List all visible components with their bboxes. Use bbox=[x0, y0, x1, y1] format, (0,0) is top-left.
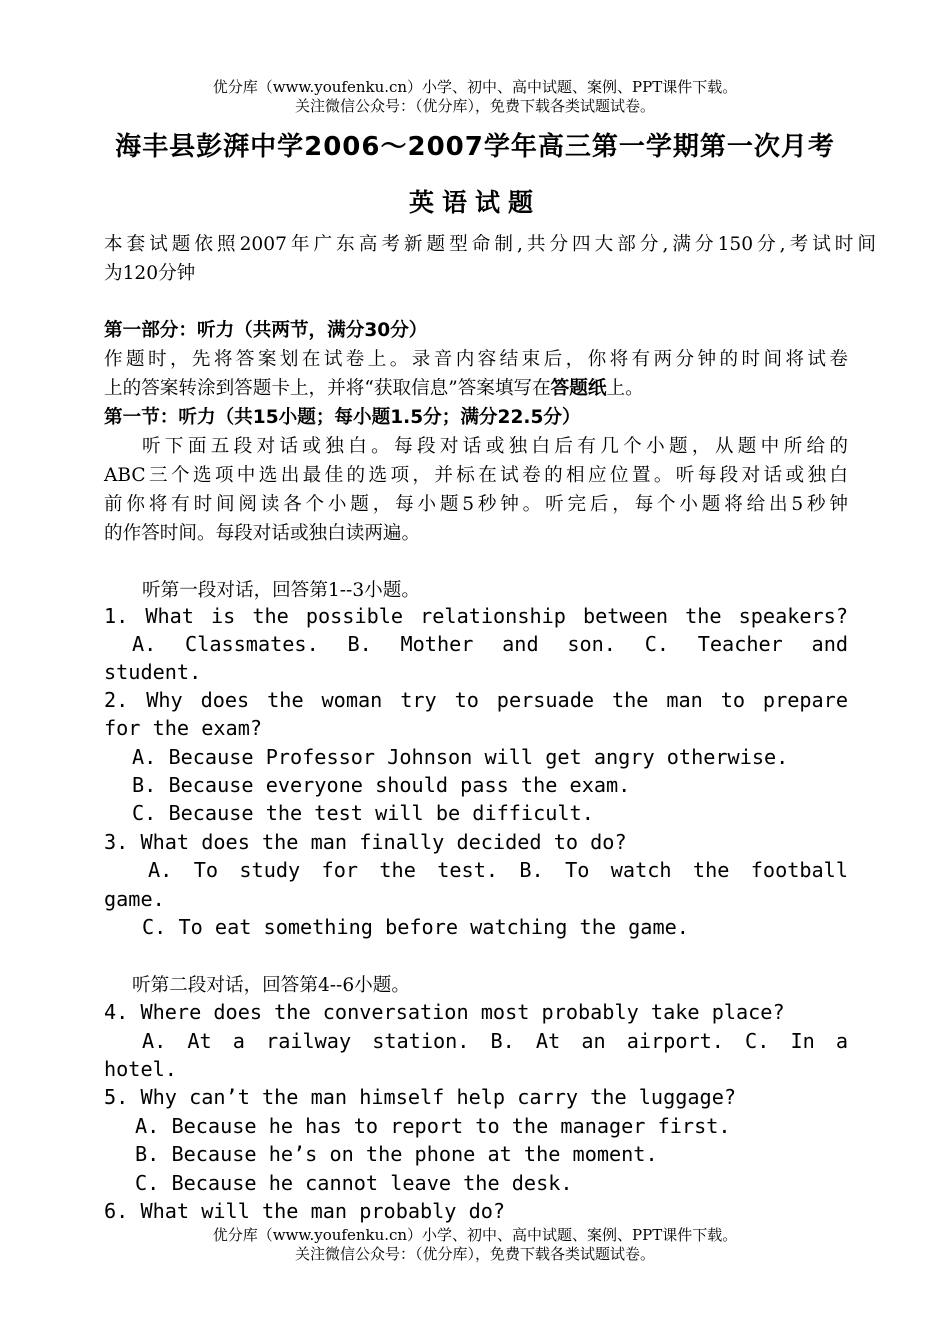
question-4-stem: 4. Where does the conversation most probably take place? bbox=[104, 1000, 785, 1024]
question-4-options-cont: hotel. bbox=[104, 1057, 177, 1081]
question-5-option-b: B. Because he’s on the phone at the moment. bbox=[135, 1142, 658, 1166]
question-1-options: A. Classmates. B. Mother and son. C. Teacher and bbox=[132, 632, 848, 656]
section1-instruction-line-4: 的作答时间。每段对话或独白读两遍。 bbox=[104, 523, 421, 544]
header-line-1: 优分库（www.youfenku.cn）小学、初中、高中试题、案例、PPT课件下载。 bbox=[212, 78, 738, 96]
part1-desc-end: 上。 bbox=[606, 378, 644, 399]
section1-instruction-line-2: ABC三个选项中选出最佳的选项，并标在试卷的相应位置。听每段对话或独白 bbox=[104, 465, 848, 486]
header-line-2: 关注微信公众号：（优分库），免费下载各类试题试卷。 bbox=[294, 97, 655, 115]
intro-line-1: 本套试题依照2007年广东高考新题型命制,共分四大部分,满分150分,考试时间 bbox=[104, 234, 876, 255]
question-3-options: A. To study for the test. B. To watch the football bbox=[148, 858, 848, 882]
question-4-options: A. At a railway station. B. At an airport. C. In a bbox=[142, 1029, 848, 1053]
question-3-options-cont: game. bbox=[104, 887, 165, 911]
question-2-stem: 2. Why does the woman try to persuade the man to prepare bbox=[104, 688, 848, 712]
question-3-option-c: C. To eat something before watching the game. bbox=[142, 915, 689, 939]
question-6-stem: 6. What will the man probably do? bbox=[104, 1199, 506, 1223]
question-3-stem: 3. What does the man finally decided to do? bbox=[104, 830, 627, 854]
dialogue1-intro: 听第一段对话，回答第1--3小题。 bbox=[142, 580, 420, 601]
question-5-option-a: A. Because he has to report to the manager first. bbox=[135, 1114, 731, 1138]
question-5-stem: 5. Why can’t the man himself help carry the luggage? bbox=[104, 1085, 737, 1109]
question-2-option-b: B. Because everyone should pass the exam. bbox=[132, 773, 631, 797]
exam-title: 海丰县彭湃中学2006～2007学年高三第一学期第一次月考 bbox=[115, 132, 835, 162]
part1-desc-line-1: 作题时，先将答案划在试卷上。录音内容结束后，你将有两分钟的时间将试卷 bbox=[104, 349, 848, 370]
dialogue2-intro: 听第二段对话，回答第4--6小题。 bbox=[132, 975, 410, 996]
section1-instruction-line-3: 前你将有时间阅读各个小题，每小题5秒钟。听完后，每个小题将给出5秒钟 bbox=[104, 494, 848, 515]
question-2-option-a: A. Because Professor Johnson will get angry otherwise. bbox=[132, 745, 789, 769]
part1-desc-text: 上的答案转涂到答题卡上，并将“获取信息”答案填写在 bbox=[104, 378, 551, 399]
part1-desc-line-2 bbox=[104, 374, 884, 403]
question-5-option-c: C. Because he cannot leave the desk. bbox=[135, 1171, 573, 1195]
exam-subtitle: 英语试题 bbox=[408, 188, 541, 217]
part1-heading: 第一部分：听力（共两节，满分30分） bbox=[104, 320, 428, 341]
question-1-options-cont: student. bbox=[104, 660, 202, 684]
footer-line-2: 关注微信公众号：（优分库），免费下载各类试题试卷。 bbox=[294, 1245, 655, 1263]
section1-heading: 第一节：听力（共15小题；每小题1.5分；满分22.5分） bbox=[104, 407, 581, 428]
question-2-option-c: C. Because the test will be difficult. bbox=[132, 801, 594, 825]
question-1-stem: 1. What is the possible relationship between the speakers? bbox=[104, 604, 848, 628]
question-2-stem-cont: for the exam? bbox=[104, 716, 263, 740]
intro-line-2: 为120分钟 bbox=[104, 263, 196, 284]
section1-instruction-line-1: 听下面五段对话或独白。每段对话或独白后有几个小题，从题中所给的 bbox=[142, 436, 848, 457]
footer-line-1: 优分库（www.youfenku.cn）小学、初中、高中试题、案例、PPT课件下载。 bbox=[212, 1226, 738, 1244]
answer-sheet-emphasis: 答题纸 bbox=[550, 378, 607, 399]
